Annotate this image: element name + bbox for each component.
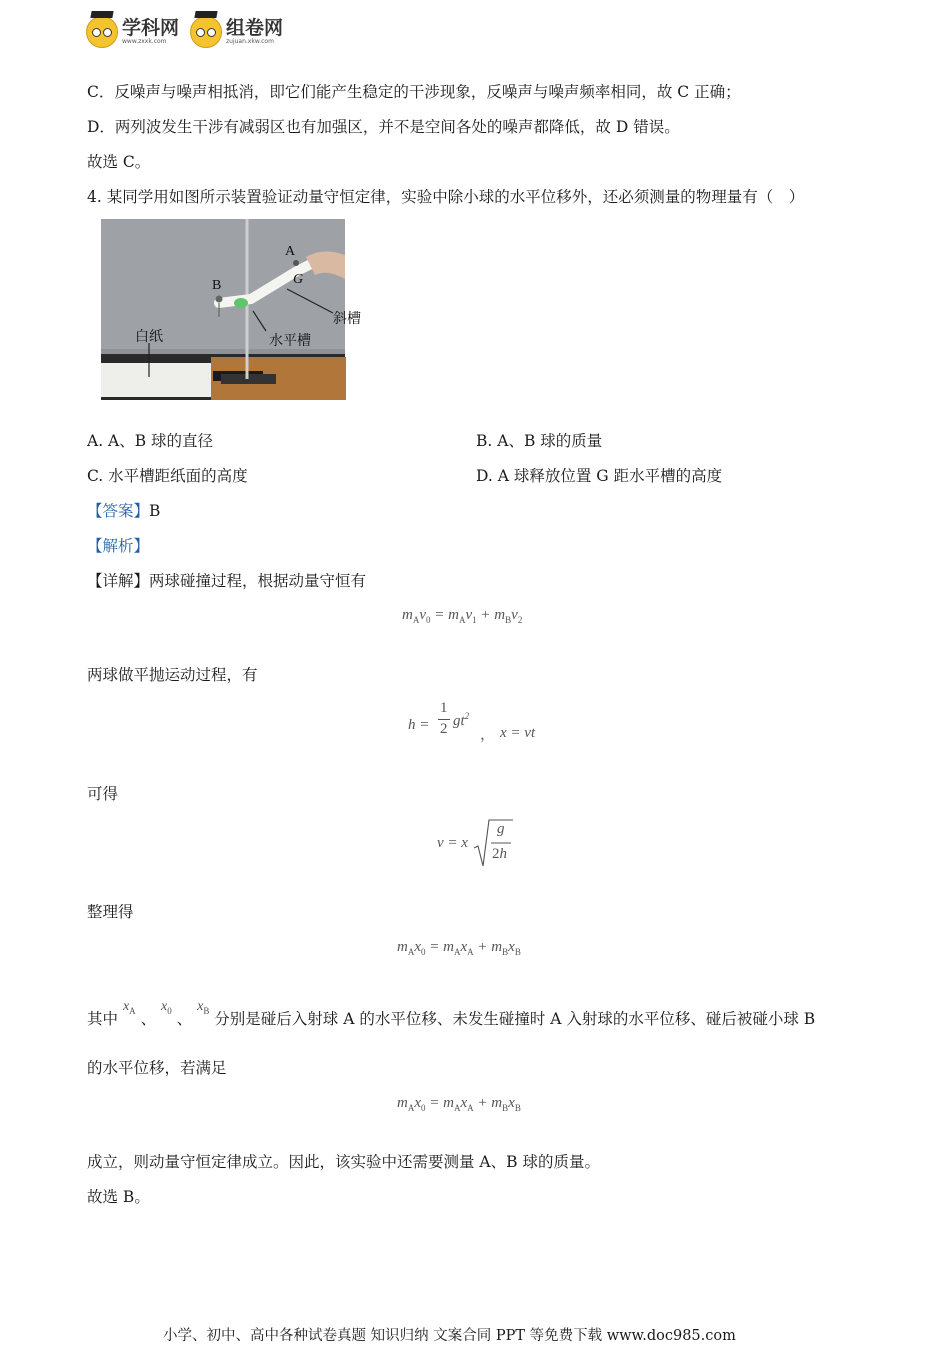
answer-value: B xyxy=(149,502,161,520)
answer-row xyxy=(87,500,160,522)
paragraph-conclusion: 成立，则动量守恒定律成立。因此，该实验中还需要测量 A、B 球的质量。 xyxy=(87,1153,600,1171)
logo-subtext: zujuan.xkw.com xyxy=(226,38,274,45)
logo-zujuan xyxy=(190,14,283,50)
answer-tag: 【答案】 xyxy=(87,502,150,520)
where-prefix: 其中 xyxy=(87,1010,119,1028)
mascot-icon xyxy=(190,16,222,48)
paragraph-satisfy: 的水平位移，若满足 xyxy=(87,1059,227,1077)
paragraph-obtain: 可得 xyxy=(87,785,119,803)
formula-displacement: $m_Ax_0 = m_Ax_A + m_Bx_B$ xyxy=(397,939,521,957)
analysis-tag: 【解析】 xyxy=(87,537,150,555)
label-horizontal-groove: 水平槽 xyxy=(269,333,311,349)
formula-condition: $m_Ax_0 = m_Ax_A + m_Bx_B$ xyxy=(397,1095,521,1113)
label-g: G xyxy=(293,272,304,287)
label-white-paper: 白纸 xyxy=(135,329,163,345)
question-4-stem: 4. 某同学用如图所示装置验证动量守恒定律，实验中除小球的水平位移外，还必须测量的物理量有（ ） xyxy=(87,188,805,206)
logo-text: 学科网 xyxy=(122,17,180,39)
option-b: B. A、B 球的质量 xyxy=(476,432,603,450)
label-chute: 斜槽 xyxy=(333,311,361,327)
label-b: B xyxy=(212,278,222,293)
detail-row xyxy=(87,570,366,592)
mascot-icon xyxy=(86,16,118,48)
experiment-figure xyxy=(101,219,361,400)
option-d-explanation: D．两列波发生干涉有减弱区也有加强区，并不是空间各处的噪声都降低，故 D 错误。 xyxy=(87,118,680,136)
logo-text: 组卷网 xyxy=(226,17,284,39)
logo-zxxk xyxy=(86,14,179,50)
detail-text: 两球碰撞过程，根据动量守恒有 xyxy=(149,572,367,590)
paragraph-projectile: 两球做平抛运动过程，有 xyxy=(87,666,258,684)
where-suffix: 分别是碰后入射球 A 的水平位移、未发生碰撞时 A 入射球的水平位移、碰后被碰小球 B xyxy=(214,1010,816,1028)
logo-subtext: www.zxxk.com xyxy=(122,38,167,45)
paragraph-organize: 整理得 xyxy=(87,903,134,921)
option-c: C. 水平槽距纸面的高度 xyxy=(87,467,248,485)
detail-tag: 【详解】 xyxy=(87,572,150,590)
option-d: D. A 球释放位置 G 距水平槽的高度 xyxy=(476,467,723,485)
label-a: A xyxy=(285,244,296,259)
previous-answer: 故选 C。 xyxy=(87,153,151,171)
formula-momentum: $m_Av_0 = m_Av_1 + m_Bv_2$ xyxy=(402,607,523,625)
option-c-explanation: C．反噪声与噪声相抵消，即它们能产生稳定的干涉现象，反噪声与噪声频率相同，故 C 正确； xyxy=(87,83,741,101)
final-answer: 故选 B。 xyxy=(87,1188,150,1206)
option-a: A. A、B 球的直径 xyxy=(87,432,214,450)
analysis-row xyxy=(87,535,149,557)
page-footer: 小学、初中、高中各种试卷真题 知识归纳 文案合同 PPT 等免费下载 www.doc985.com xyxy=(163,1328,736,1344)
paragraph-where: 其中 $x_A$ 、 $x_0$ 、 $x_B$ 分别是碰后入射球 A 的水平位移、未发生碰撞时 A 入射球的水平位移、碰后被碰小球 B xyxy=(87,999,816,1028)
